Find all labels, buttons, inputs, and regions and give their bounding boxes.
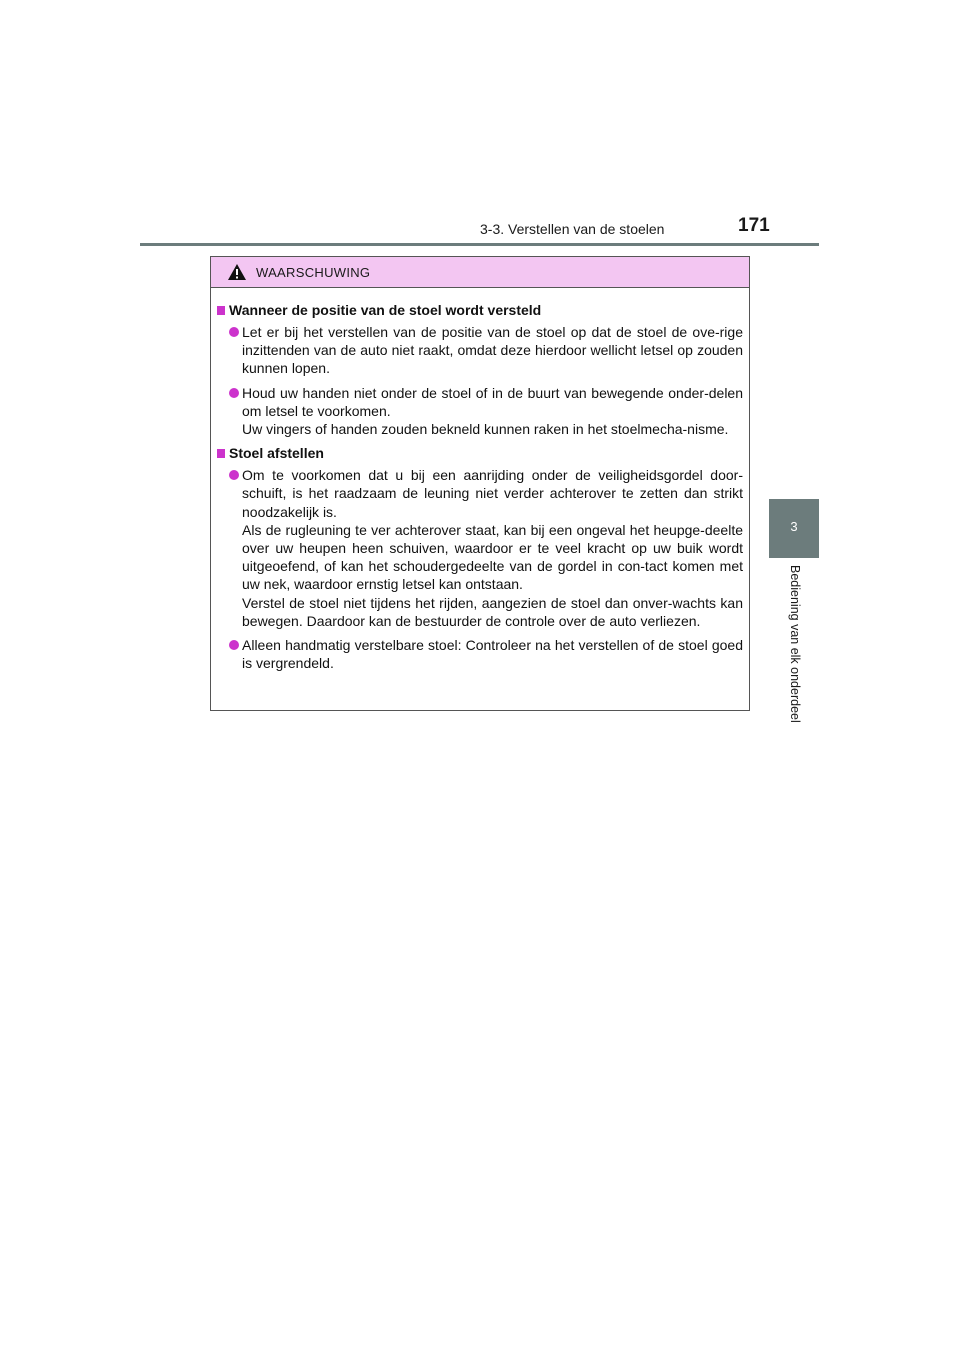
section-heading	[217, 444, 743, 463]
warning-triangle-icon	[227, 263, 247, 281]
header-divider	[140, 243, 819, 246]
chapter-number: 3	[790, 519, 798, 534]
warning-header	[211, 257, 749, 288]
item-paragraph: Verstel de stoel niet tijdens het rijden, aangezien de stoel dan onver-wachts kan bewegen. Daardoor kan de bestuurder de controle over de auto verliezen.	[242, 594, 743, 629]
item-paragraph: Uw vingers of handen zouden bekneld kunnen raken in het stoelmecha-nisme.	[242, 421, 729, 438]
warning-title: WAARSCHUWING	[256, 265, 371, 280]
page-number: 171	[738, 215, 770, 236]
chapter-label	[786, 565, 802, 755]
square-bullet-icon	[217, 449, 225, 458]
item-paragraph: Houd uw handen niet onder de stoel of in de buurt van bewegende onder-delen om letsel te voorkomen.	[242, 384, 743, 419]
warning-box	[210, 256, 750, 711]
warning-section	[217, 444, 743, 672]
round-bullet-icon	[229, 640, 239, 650]
round-bullet-icon	[229, 470, 239, 480]
list-item	[217, 466, 743, 630]
square-bullet-icon	[217, 306, 225, 315]
item-paragraph: Let er bij het verstellen van de positie van de stoel op dat de stoel de ove-rige inzittenden van de auto niet raakt, omdat deze hierdoor wellicht letsel op zouden kunnen lopen.	[242, 324, 743, 377]
item-paragraph: Als de rugleuning te ver achterover staat, kan bij een ongeval het heupge-deelte over uw heupen heen schuiven, waardoor er te veel kracht op uw buik wordt uitgeoefend, of kan het schoudergedeelte van de gordel in con-tact komen met uw nek, waardoor ernstig letsel kan ontstaan.	[242, 521, 743, 593]
chapter-tab	[769, 499, 819, 558]
warning-body	[211, 288, 749, 672]
warning-section	[217, 301, 743, 438]
item-paragraph: Om te voorkomen dat u bij een aanrijding onder de veiligheidsgordel door-schuift, is het raadzaam de leuning niet verder achterover te zetten dan strikt noodzakelijk is.	[242, 467, 743, 520]
page-header	[0, 0, 960, 250]
list-item	[217, 323, 743, 378]
section-heading	[217, 301, 743, 320]
list-item	[217, 384, 743, 439]
list-item	[217, 636, 743, 672]
section-title: 3-3. Verstellen van de stoelen	[480, 221, 665, 237]
chapter-label-text: Bediening van elk onderdeel	[788, 565, 802, 723]
section-heading-text: Wanneer de positie van de stoel wordt versteld	[229, 302, 542, 318]
section-heading-text: Stoel afstellen	[229, 445, 324, 462]
round-bullet-icon	[229, 388, 239, 398]
round-bullet-icon	[229, 327, 239, 337]
item-paragraph: Alleen handmatig verstelbare stoel: Controleer na het verstellen of de stoel goed is vergrendeld.	[242, 637, 743, 672]
